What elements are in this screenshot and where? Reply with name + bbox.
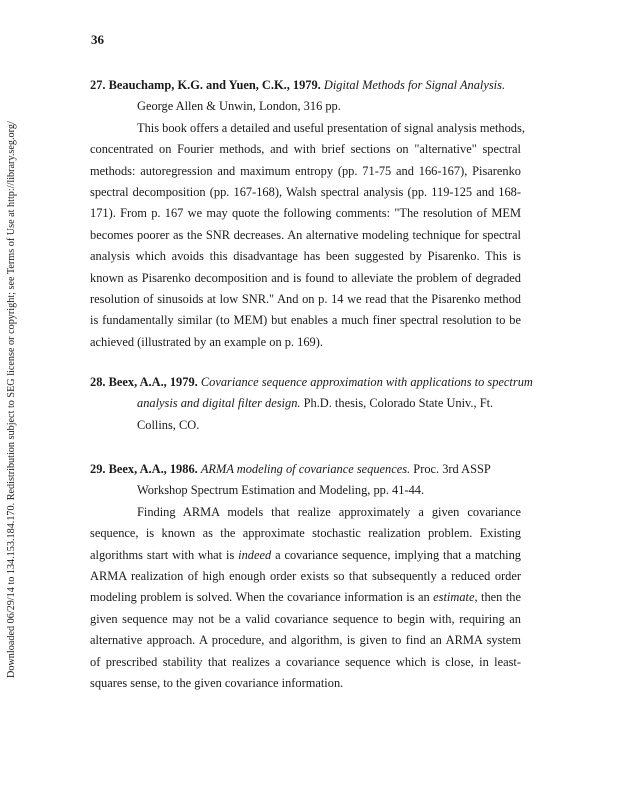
reference-entry-29 (90, 459, 521, 694)
reference-title: Digital Methods for Signal Analysis. (323, 78, 506, 92)
reference-heading (90, 372, 533, 393)
reference-title: ARMA modeling of covariance sequences. (200, 462, 411, 476)
abstract-line: 171). From p. 167 we may quote the following comments: "The resolution of MEM (90, 206, 521, 221)
abstract-line: given sequence may not be a valid covariance sequence to begin with, requiring an (90, 611, 521, 626)
abstract-line: modeling problem is solved. When the covariance information is an estimate, then the (90, 590, 521, 605)
reference-entry-27 (90, 75, 525, 353)
reference-title-continued (90, 393, 521, 414)
abstract-line: squares sense, to the given covariance information. (90, 676, 344, 691)
reference-abstract (90, 502, 521, 695)
abstract-line: Finding ARMA models that realize approximately a given covariance (137, 504, 521, 519)
abstract-line: analysis which avoids this disadvantage has been suggested by Pisarenko. This is (90, 249, 521, 264)
page-number: 36 (91, 32, 104, 47)
reference-publication-info: Proc. 3rd ASSP (413, 462, 491, 476)
abstract-line: algorithms start with what is indeed a covariance sequence, implying that a matching (90, 547, 521, 562)
reference-number: 27. (90, 78, 106, 92)
reference-authors: Beex, A.A., 1986. (108, 462, 198, 476)
abstract-line: is fundamentally similar (to MEM) but enables a much finer spectral resolution to be (90, 313, 521, 328)
abstract-line: known as Pisarenko decomposition and is found to alleviate the problem of degraded (90, 270, 521, 285)
abstract-line: concentrated on Fourier methods, and with brief sections on "alternative" spectral (90, 142, 521, 157)
abstract-line: achieved (illustrated by an example on p. 169). (90, 334, 323, 349)
abstract-line: of prescribed stability that realizes a covariance sequence which is close, in least- (90, 654, 521, 669)
reference-publication-info-cont: Workshop Spectrum Estimation and Modeling, pp. 41-44. (137, 483, 425, 498)
reference-number: 29. (90, 462, 106, 476)
abstract-line: spectral decomposition (pp. 167-168), Walsh spectral analysis (pp. 119-125 and 168- (90, 185, 521, 200)
reference-title: Covariance sequence approximation with applications to spectrum (200, 375, 533, 389)
abstract-line: ARMA realization of high enough order exists so that subsequently a reduced order (90, 569, 521, 584)
reference-entry-28 (90, 372, 533, 436)
emphasis-text: estimate (433, 590, 475, 605)
emphasis-text: indeed (238, 547, 272, 562)
reference-number: 28. (90, 375, 106, 389)
reference-heading (90, 75, 521, 96)
abstract-line: becomes poorer as the SNR decreases. An alternative modeling technique for spectral (90, 227, 521, 242)
reference-location: Collins, CO. (137, 417, 200, 432)
reference-title-cont: analysis and digital filter design. (137, 396, 301, 411)
reference-authors: Beex, A.A., 1979. (108, 375, 198, 389)
reference-abstract (90, 118, 525, 353)
reference-authors: Beauchamp, K.G. and Yuen, C.K., 1979. (108, 78, 321, 92)
abstract-line: methods: autoregression and maximum entropy (pp. 71-75 and 166-167), Pisarenko (90, 163, 521, 178)
abstract-line: sequence, is known as the approximate stochastic realization problem. Existing (90, 526, 521, 541)
abstract-line: alternative approach. A procedure, and algorithm, is given to find an ARMA system (90, 633, 521, 648)
reference-publisher: George Allen & Unwin, London, 316 pp. (137, 99, 341, 114)
reference-publication-info: Ph.D. thesis, Colorado State Univ., Ft. (303, 396, 494, 411)
download-notice: Downloaded 06/29/14 to 134.153.184.170. Redistribution subject to SEG license or copyright; see Terms of Use at http://library.seg.org/ (6, 121, 17, 678)
reference-heading (90, 459, 521, 480)
abstract-line: This book offers a detailed and useful presentation of signal analysis methods, (137, 120, 525, 135)
abstract-line: resolution of sinusoids at low SNR." And on p. 14 we read that the Pisarenko method (90, 292, 521, 307)
